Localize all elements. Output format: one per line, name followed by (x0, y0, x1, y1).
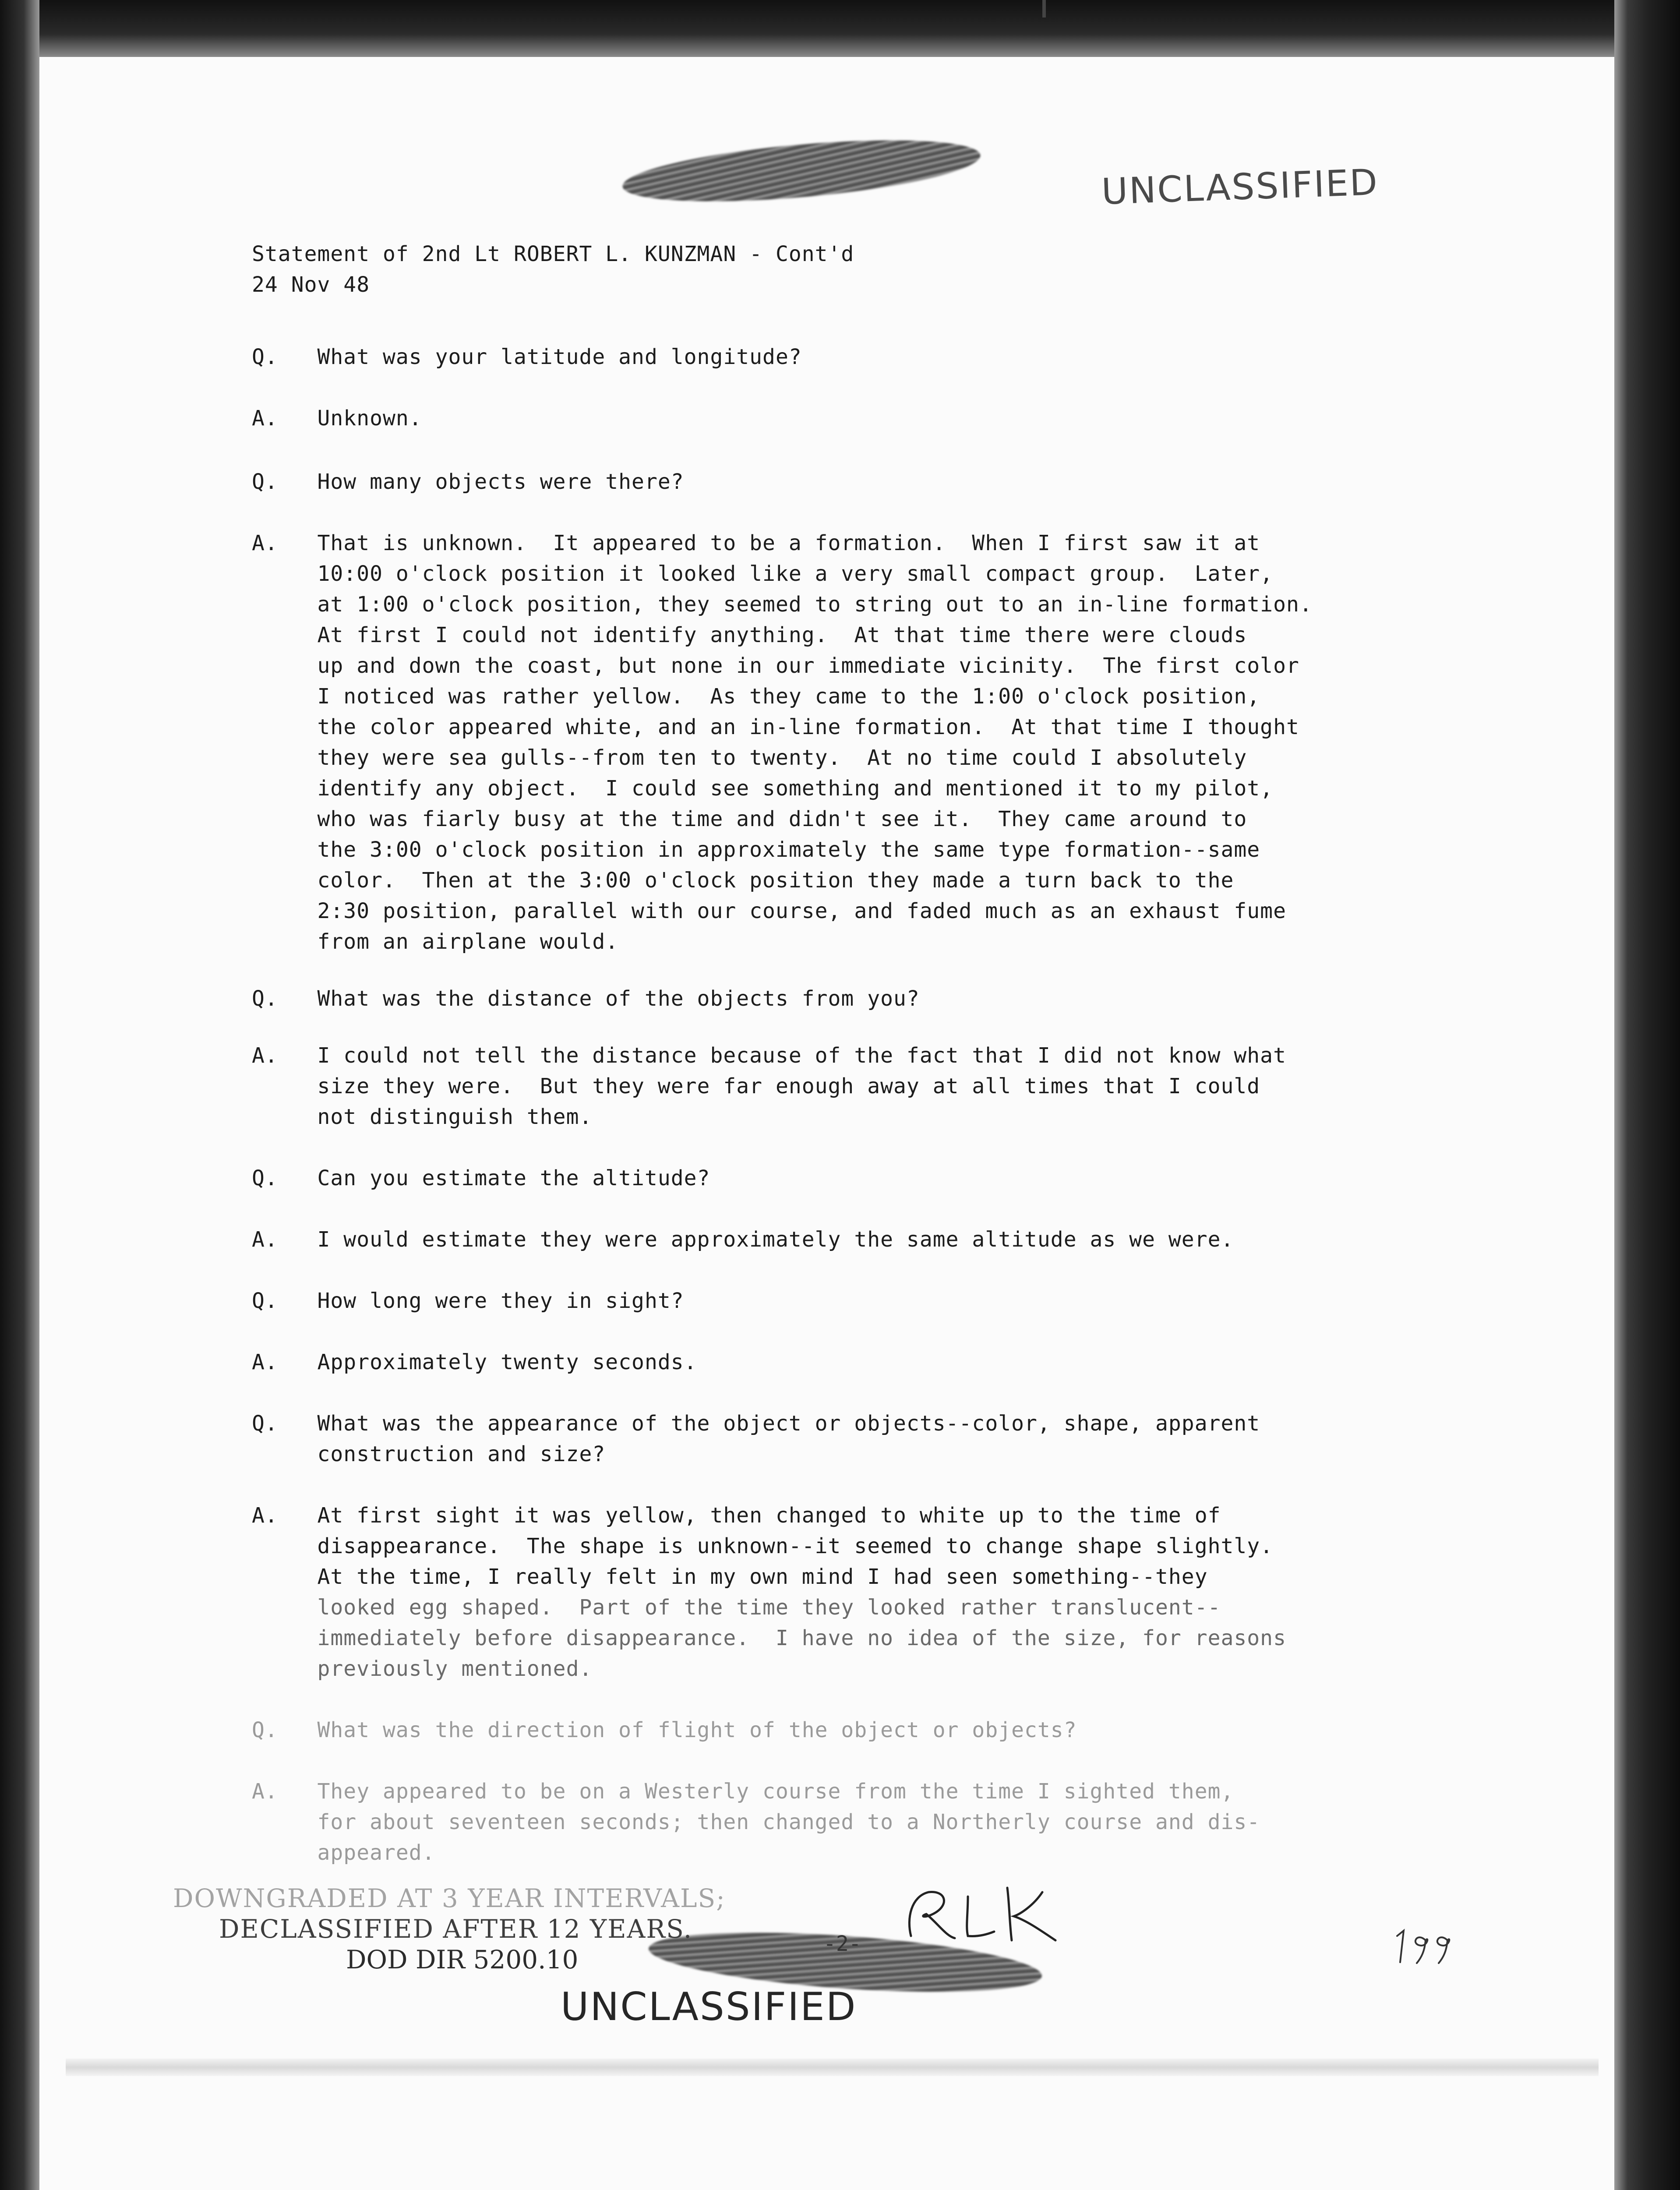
scan-border-top (0, 0, 1680, 57)
answer-line: A. I could not tell the distance because of the fact that I did not know what (252, 1043, 1286, 1068)
answer-line: the 3:00 o'clock position in approximately the same type formation--same (252, 837, 1260, 862)
answer-latitude: A. Unknown. (252, 406, 422, 431)
answer-line: A. At first sight it was yellow, then changed to white up to the time of (252, 1503, 1221, 1528)
paper-fold-shadow (66, 2059, 1599, 2076)
answer-line: from an airplane would. (252, 929, 619, 954)
answer-line: 10:00 o'clock position it looked like a very small compact group. Later, (252, 562, 1274, 586)
answer-line: A. They appeared to be on a Westerly course from the time I sighted them, (252, 1779, 1234, 1804)
handwritten-initials (902, 1879, 1086, 1949)
answer-line: previously mentioned. (252, 1657, 593, 1681)
answer-sight-duration: A. Approximately twenty seconds. (252, 1350, 697, 1374)
answer-line: immediately before disappearance. I have no idea of the size, for reasons (252, 1626, 1286, 1650)
question-line: construction and size? (252, 1442, 606, 1466)
downgrade-stamp-line2: DECLASSIFIED AFTER 12 YEARS. (219, 1914, 693, 1944)
page-number: -2- (823, 1932, 861, 1956)
answer-line: size they were. But they were far enough away at all times that I could (252, 1074, 1260, 1099)
scan-border-right (1614, 0, 1680, 2190)
classification-stamp-bottom: UNCLASSIFIED (561, 1984, 857, 2029)
answer-line: 2:30 position, parallel with our course, and faded much as an exhaust fume (252, 899, 1286, 923)
answer-line: the color appeared white, and an in-line formation. At that time I thought (252, 715, 1299, 739)
answer-line: they were sea gulls--from ten to twenty. At no time could I absolutely (252, 745, 1247, 770)
answer-line: at 1:00 o'clock position, they seemed to string out to an in-line formation. (252, 592, 1313, 617)
downgrade-stamp-line1: DOWNGRADED AT 3 YEAR INTERVALS; (173, 1883, 726, 1913)
answer-line: looked egg shaped. Part of the time they looked rather translucent-- (252, 1595, 1221, 1620)
statement-header: Statement of 2nd Lt ROBERT L. KUNZMAN - Cont'd (252, 242, 854, 266)
answer-line: not distinguish them. (252, 1105, 593, 1129)
edge-mark (1042, 0, 1046, 18)
answer-line: up and down the coast, but none in our immediate vicinity. The first color (252, 653, 1299, 678)
answer-line: At first I could not identify anything. At that time there were clouds (252, 623, 1247, 647)
answer-line: appeared. (252, 1840, 435, 1865)
question-altitude: Q. Can you estimate the altitude? (252, 1166, 710, 1190)
answer-altitude: A. I would estimate they were approximately the same altitude as we were. (252, 1227, 1234, 1252)
classification-stamp-top: UNCLASSIFIED (1101, 161, 1380, 213)
question-line: Q. What was the appearance of the object or objects--color, shape, apparent (252, 1411, 1260, 1436)
answer-line: for about seventeen seconds; then changed to a Northerly course and dis- (252, 1810, 1260, 1834)
question-distance: Q. What was the distance of the objects from you? (252, 986, 920, 1011)
answer-line: A. That is unknown. It appeared to be a formation. When I first saw it at (252, 531, 1260, 555)
answer-line: At the time, I really felt in my own mind I had seen something--they (252, 1565, 1208, 1589)
answer-line: I noticed was rather yellow. As they came to the 1:00 o'clock position, (252, 684, 1260, 709)
answer-line: color. Then at the 3:00 o'clock position they made a turn back to the (252, 868, 1234, 893)
scan-border-left (0, 0, 39, 2190)
handwritten-page-number (1391, 1927, 1456, 1967)
question-direction: Q. What was the direction of flight of the object or objects? (252, 1718, 1077, 1742)
downgrade-stamp-line3: DOD DIR 5200.10 (346, 1945, 579, 1975)
statement-date: 24 Nov 48 (252, 272, 370, 297)
answer-line: disappearance. The shape is unknown--it seemed to change shape slightly. (252, 1534, 1274, 1558)
answer-line: who was fiarly busy at the time and didn't see it. They came around to (252, 807, 1247, 831)
answer-line: identify any object. I could see something and mentioned it to my pilot, (252, 776, 1274, 801)
question-sight-duration: Q. How long were they in sight? (252, 1289, 684, 1313)
question-latitude: Q. What was your latitude and longitude? (252, 345, 802, 369)
question-object-count: Q. How many objects were there? (252, 470, 684, 494)
